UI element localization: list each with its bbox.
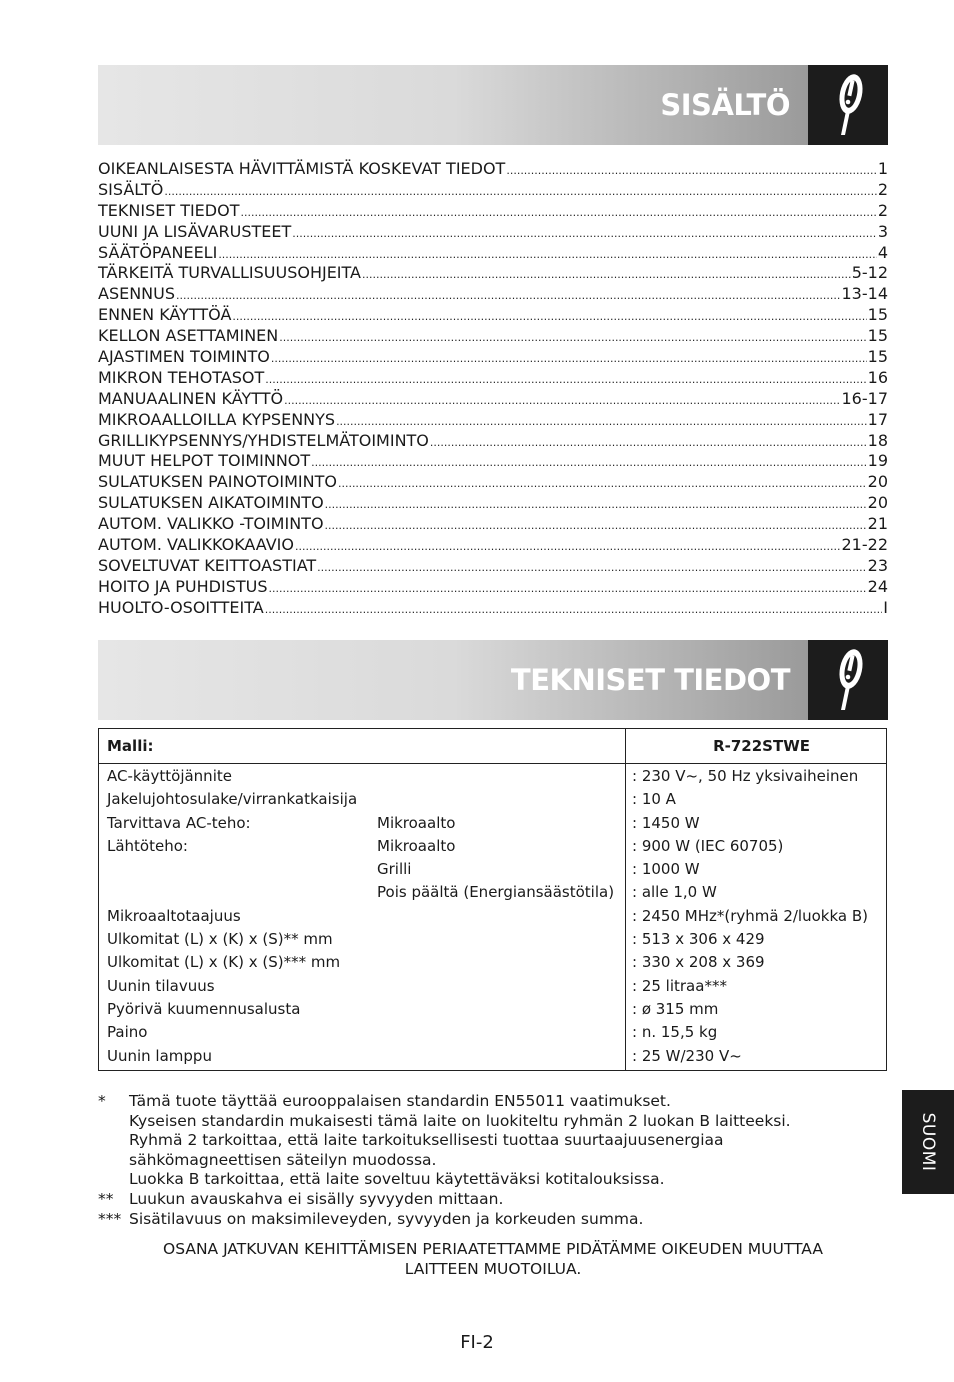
- toc-entry: [98, 326, 888, 347]
- footnote-line: Ryhmä 2 tarkoittaa, että laite tarkoituksellisesti tuottaa suurtaajuusenergiaa: [129, 1131, 724, 1150]
- toc-entry: [98, 472, 888, 493]
- toc-leader-dots: [265, 370, 866, 391]
- toc-entry: [98, 222, 888, 243]
- spec-value: : alle 1,0 W: [632, 883, 717, 902]
- footnote-line: Kyseisen standardin mukaisesti tämä laite on luokiteltu ryhmän 2 luokan B laitteeksi.: [129, 1111, 791, 1130]
- language-tab: [902, 1090, 954, 1194]
- toc-entry-page: 19: [867, 451, 888, 471]
- toc-entry: [98, 284, 888, 305]
- spec-label: Jakelujohtosulake/virrankatkaisija: [107, 790, 358, 809]
- footnote: [98, 1190, 888, 1210]
- toc-entry-label: MIKRON TEHOTASOT: [98, 367, 265, 387]
- spec-rows: [99, 765, 886, 1068]
- toc-entry-page: 24: [867, 576, 888, 596]
- toc-leader-dots: [506, 161, 876, 182]
- spec-value: : 2450 MHz*(ryhmä 2/luokka B): [632, 906, 868, 925]
- toc-entry-page: I: [883, 597, 888, 617]
- footnote-line: Sisätilavuus on maksimileveyden, syvyyden ja korkeuden summa.: [129, 1209, 644, 1228]
- toc-entry: [98, 180, 888, 201]
- language-label: SUOMI: [918, 1112, 938, 1172]
- toc-entry: [98, 598, 888, 619]
- toc-entry-label: SULATUKSEN AIKATOIMINTO: [98, 493, 324, 513]
- spec-value: : ø 315 mm: [632, 999, 719, 1018]
- toc-leader-dots: [311, 453, 866, 474]
- table-of-contents: [98, 159, 888, 619]
- toc-entry-page: 16: [867, 367, 888, 387]
- toc-leader-dots: [164, 182, 876, 203]
- spec-row: [99, 951, 886, 974]
- toc-leader-dots: [317, 558, 866, 579]
- spec-banner: [98, 640, 888, 720]
- toc-leader-dots: [176, 286, 840, 307]
- spec-row: [99, 998, 886, 1021]
- toc-entry-label: ASENNUS: [98, 284, 176, 304]
- spec-label: AC-käyttöjännite: [107, 767, 232, 785]
- spec-sublabel: Mikroaalto: [377, 813, 456, 832]
- spec-row: [99, 835, 886, 858]
- exclamation-pen-icon: [808, 65, 888, 145]
- spec-sublabel: Mikroaalto: [377, 836, 456, 855]
- toc-entry-page: 4: [877, 242, 888, 262]
- toc-entry-page: 15: [867, 347, 888, 367]
- toc-entry-label: HOITO JA PUHDISTUS: [98, 576, 268, 596]
- spec-sublabel: Grilli: [377, 860, 412, 879]
- toc-entry: [98, 493, 888, 514]
- spec-row: [99, 975, 886, 998]
- toc-entry: [98, 159, 888, 180]
- toc-banner: [98, 65, 888, 145]
- footnote-text: [129, 1092, 888, 1190]
- footnote-mark: ***: [98, 1209, 122, 1228]
- footnote-line: Tämä tuote täyttää eurooppalaisen standardin EN55011 vaatimukset.: [129, 1092, 671, 1110]
- spec-row: [99, 881, 886, 904]
- toc-leader-dots: [271, 349, 867, 370]
- toc-entry-label: HUOLTO-OSOITTEITA: [98, 597, 264, 617]
- toc-leader-dots: [295, 537, 841, 558]
- spec-value: : 1450 W: [632, 813, 700, 832]
- toc-entry-page: 15: [867, 305, 888, 325]
- spec-row: [99, 905, 886, 928]
- toc-entry-label: MUUT HELPOT TOIMINNOT: [98, 451, 311, 471]
- toc-entry: [98, 431, 888, 452]
- disclaimer: [98, 1240, 888, 1279]
- toc-leader-dots: [362, 265, 851, 286]
- spec-value: : 1000 W: [632, 860, 700, 879]
- toc-entry-label: SISÄLTÖ: [98, 179, 164, 199]
- toc-leader-dots: [279, 328, 866, 349]
- model-label: Malli:: [107, 737, 154, 755]
- spec-label: Ulkomitat (L) x (K) x (S)** mm: [107, 930, 333, 949]
- spec-label: Paino: [107, 1023, 148, 1042]
- toc-entry-label: UUNI JA LISÄVARUSTEET: [98, 221, 292, 241]
- spec-value: : 513 x 306 x 429: [632, 930, 765, 949]
- toc-entry-page: 20: [867, 493, 888, 513]
- exclamation-pen-icon: [808, 640, 888, 720]
- toc-entry-label: MIKROAALLOILLA KYPSENNYS: [98, 409, 336, 429]
- toc-entry-page: 2: [877, 179, 888, 199]
- toc-entry-page: 2: [877, 200, 888, 220]
- footnote-text: [129, 1190, 888, 1210]
- toc-entry-label: SOVELTUVAT KEITTOASTIAT: [98, 555, 317, 575]
- toc-entry: [98, 305, 888, 326]
- toc-entry-page: 17: [867, 409, 888, 429]
- toc-entry-page: 1: [877, 159, 888, 178]
- toc-leader-dots: [292, 224, 877, 245]
- disclaimer-line: OSANA JATKUVAN KEHITTÄMISEN PERIAATETTAMME PIDÄTÄMME OIKEUDEN MUUTTAA: [163, 1240, 823, 1258]
- toc-entry: [98, 577, 888, 598]
- toc-leader-dots: [265, 600, 883, 621]
- footnote-mark: *: [98, 1092, 106, 1110]
- toc-entry-label: AJASTIMEN TOIMINTO: [98, 347, 270, 367]
- toc-entry: [98, 451, 888, 472]
- toc-entry: [98, 514, 888, 535]
- footnote-line: Luokka B tarkoittaa, että laite soveltuu käytettäväksi kotitalouksissa.: [129, 1170, 665, 1189]
- toc-leader-dots: [232, 307, 866, 328]
- spec-row: [99, 812, 886, 835]
- toc-entry-label: TÄRKEITÄ TURVALLISUUSOHJEITA: [98, 263, 361, 283]
- footnote: [98, 1092, 888, 1190]
- spec-row: [99, 765, 886, 788]
- toc-leader-dots: [430, 433, 867, 454]
- toc-leader-dots: [218, 245, 877, 266]
- toc-entry-label: MANUAALINEN KÄYTTÖ: [98, 388, 284, 408]
- spec-title: TEKNISET TIEDOT: [510, 663, 790, 697]
- toc-entry-page: 16-17: [841, 388, 888, 408]
- spec-value: : 330 x 208 x 369: [632, 953, 765, 972]
- spec-value: : 10 A: [632, 790, 676, 809]
- toc-entry-page: 5-12: [851, 263, 888, 283]
- spec-value: : 230 V~, 50 Hz yksivaiheinen: [632, 767, 859, 785]
- spec-label: Lähtöteho:: [107, 836, 188, 855]
- toc-leader-dots: [325, 516, 867, 537]
- toc-entry-page: 15: [867, 326, 888, 346]
- toc-entry-page: 18: [867, 430, 888, 450]
- footnote-line: sähkömagneettisen säteilyn muodossa.: [129, 1150, 437, 1169]
- spec-row: [99, 1045, 886, 1068]
- spec-label: Mikroaaltotaajuus: [107, 906, 241, 925]
- toc-entry: [98, 410, 888, 431]
- spec-label: Ulkomitat (L) x (K) x (S)*** mm: [107, 953, 341, 972]
- footnotes: [98, 1092, 888, 1229]
- toc-entry: [98, 556, 888, 577]
- toc-entry-label: GRILLIKYPSENNYS/YHDISTELMÄTOIMINTO: [98, 430, 429, 450]
- toc-entry: [98, 389, 888, 410]
- toc-leader-dots: [338, 474, 867, 495]
- toc-entry-label: SÄÄTÖPANEELI: [98, 242, 218, 262]
- footnote-mark: **: [98, 1189, 114, 1208]
- spec-row: [99, 928, 886, 951]
- page-number: FI-2: [460, 1332, 494, 1353]
- spec-row: [99, 788, 886, 811]
- toc-entry-label: OIKEANLAISESTA HÄVITTÄMISTÄ KOSKEVAT TIEDOT: [98, 159, 506, 178]
- model-value: R-722STWE: [713, 737, 810, 755]
- toc-leader-dots: [269, 579, 867, 600]
- toc-entry: [98, 243, 888, 264]
- spec-label: Uunin tilavuus: [107, 976, 215, 995]
- footnote-line: Luukun avauskahva ei sisälly syvyyden mittaan.: [129, 1189, 504, 1208]
- toc-entry: [98, 347, 888, 368]
- toc-entry-page: 3: [877, 221, 888, 241]
- spec-sublabel: Pois päältä (Energiansäästötila): [377, 883, 615, 902]
- toc-entry-page: 13-14: [841, 284, 888, 304]
- footnote-text: [129, 1210, 888, 1230]
- spec-row: [99, 1021, 886, 1044]
- toc-entry-page: 23: [867, 555, 888, 575]
- toc-entry-page: 21: [867, 514, 888, 534]
- spec-value: : n. 15,5 kg: [632, 1023, 718, 1042]
- disclaimer-line: LAITTEEN MUOTOILUA.: [404, 1259, 582, 1278]
- spec-table: [98, 728, 887, 1071]
- toc-entry-page: 21-22: [841, 535, 888, 555]
- toc-entry-label: ENNEN KÄYTTÖÄ: [98, 305, 232, 325]
- spec-value: : 25 W/230 V~: [632, 1046, 742, 1065]
- toc-entry-label: AUTOM. VALIKKO -TOIMINTO: [98, 514, 324, 534]
- toc-entry: [98, 535, 888, 556]
- spec-header-row: [99, 729, 886, 764]
- spec-label: Pyörivä kuumennusalusta: [107, 999, 301, 1018]
- toc-entry: [98, 368, 888, 389]
- toc-leader-dots: [240, 203, 876, 224]
- spec-value: : 25 litraa***: [632, 976, 727, 995]
- toc-entry-label: SULATUKSEN PAINOTOIMINTO: [98, 472, 337, 492]
- footnote: [98, 1210, 888, 1230]
- toc-entry-label: AUTOM. VALIKKOKAAVIO: [98, 535, 294, 555]
- spec-row: [99, 858, 886, 881]
- toc-leader-dots: [325, 495, 867, 516]
- toc-entry-page: 20: [867, 472, 888, 492]
- spec-value: : 900 W (IEC 60705): [632, 836, 784, 855]
- toc-entry-label: TEKNISET TIEDOT: [98, 200, 240, 220]
- spec-label: Uunin lamppu: [107, 1046, 212, 1065]
- spec-label: Tarvittava AC-teho:: [107, 813, 251, 832]
- toc-entry-label: KELLON ASETTAMINEN: [98, 326, 279, 346]
- toc-title: SISÄLTÖ: [660, 88, 790, 122]
- toc-entry: [98, 201, 888, 222]
- toc-leader-dots: [284, 391, 840, 412]
- toc-entry: [98, 263, 888, 284]
- toc-leader-dots: [336, 412, 867, 433]
